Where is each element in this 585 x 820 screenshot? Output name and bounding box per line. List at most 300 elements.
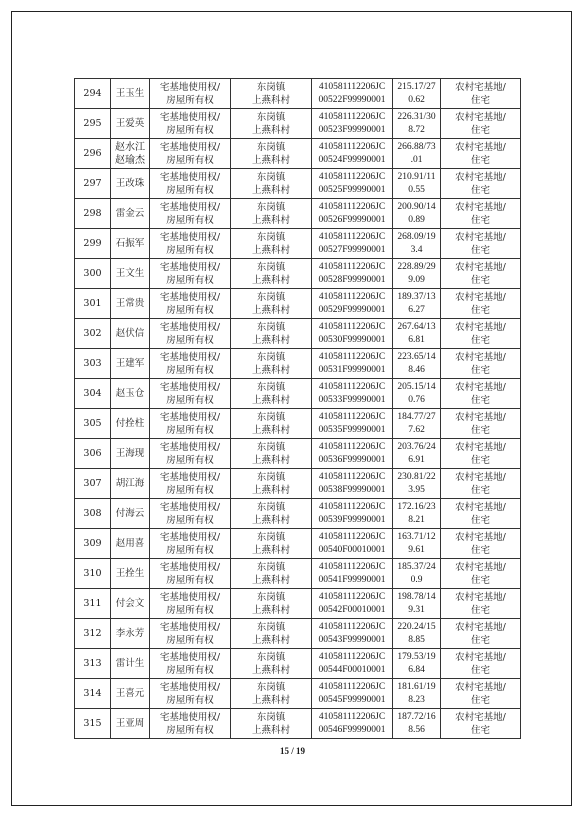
land-use-cell [441, 589, 521, 619]
land-use-cell [441, 649, 521, 679]
owner-name-cell: 王爱英 [111, 109, 150, 139]
area-cell-line: 0.89 [408, 214, 425, 225]
land-use-cell-line: 农村宅基地/ [455, 201, 506, 213]
land-use-cell-line: 住宅 [470, 304, 490, 316]
area-cell-line: 6.91 [408, 454, 425, 465]
page-number: 15 / 19 [279, 746, 305, 756]
parcel-code-cell-line: 410581112206JC [318, 381, 386, 392]
right-type-cell [150, 199, 231, 229]
table-row [75, 439, 521, 469]
parcel-code-cell [312, 289, 393, 319]
location-cell-line: 东岗镇 [256, 471, 286, 483]
owner-name-cell: 付会文 [111, 589, 150, 619]
parcel-code-cell-line: 00545F99990001 [318, 694, 386, 705]
owner-name-cell: 赵玉仓 [111, 379, 150, 409]
parcel-code-cell [312, 349, 393, 379]
land-use-cell-line: 农村宅基地/ [455, 141, 506, 153]
parcel-code-cell-line: 00528F99990001 [318, 274, 386, 285]
location-cell [231, 529, 312, 559]
row-number-cell: 302 [75, 319, 111, 349]
area-cell [393, 589, 441, 619]
area-cell-line: 163.71/12 [397, 531, 436, 542]
area-cell-line: 0.9 [410, 574, 423, 585]
parcel-code-cell [312, 109, 393, 139]
parcel-code-cell-line: 410581112206JC [318, 321, 386, 332]
parcel-code-cell-line: 00541F99990001 [318, 574, 386, 585]
land-use-cell [441, 409, 521, 439]
land-use-cell-line: 农村宅基地/ [455, 261, 506, 273]
location-cell-line: 东岗镇 [256, 651, 286, 663]
land-use-cell [441, 679, 521, 709]
parcel-code-cell-line: 410581112206JC [318, 291, 386, 302]
parcel-code-cell [312, 259, 393, 289]
right-type-cell-line: 宅基地使用权/ [159, 591, 221, 603]
land-use-cell-line: 住宅 [470, 154, 490, 166]
land-use-cell [441, 439, 521, 469]
owner-name-cell: 付海云 [111, 499, 150, 529]
right-type-cell [150, 409, 231, 439]
parcel-code-cell-line: 00523F99990001 [318, 124, 386, 135]
land-use-cell-line: 住宅 [470, 574, 490, 586]
area-cell [393, 199, 441, 229]
area-cell-line: 0.62 [408, 94, 425, 105]
row-number-cell: 303 [75, 349, 111, 379]
land-use-cell-line: 住宅 [470, 724, 490, 736]
right-type-cell [150, 319, 231, 349]
right-type-cell-line: 宅基地使用权/ [159, 651, 221, 663]
right-type-cell [150, 589, 231, 619]
location-cell [231, 679, 312, 709]
location-cell-line: 东岗镇 [256, 501, 286, 513]
right-type-cell-line: 宅基地使用权/ [159, 111, 221, 123]
row-number-cell: 294 [75, 79, 111, 109]
right-type-cell [150, 169, 231, 199]
land-use-cell [441, 169, 521, 199]
row-number-cell: 306 [75, 439, 111, 469]
land-use-cell [441, 289, 521, 319]
table-row [75, 79, 521, 109]
location-cell [231, 319, 312, 349]
area-cell-line: 8.23 [408, 694, 425, 705]
right-type-cell-line: 宅基地使用权/ [159, 81, 221, 93]
area-cell-line: 9.31 [408, 604, 425, 615]
table-row [75, 349, 521, 379]
land-use-cell-line: 住宅 [470, 514, 490, 526]
right-type-cell [150, 379, 231, 409]
table-row [75, 379, 521, 409]
area-cell-line: 8.56 [408, 724, 425, 735]
right-type-cell-line: 房屋所有权 [166, 394, 214, 406]
land-use-cell [441, 709, 521, 739]
parcel-code-cell-line: 00546F99990001 [318, 724, 386, 735]
area-cell-line: 3.4 [410, 244, 423, 255]
parcel-code-cell-line: 410581112206JC [318, 681, 386, 692]
owner-name-cell: 王改珠 [111, 169, 150, 199]
right-type-cell-line: 宅基地使用权/ [159, 291, 221, 303]
location-cell-line: 上燕科村 [251, 274, 290, 286]
land-use-cell [441, 139, 521, 169]
owner-name-cell: 王拴生 [111, 559, 150, 589]
right-type-cell-line: 房屋所有权 [166, 574, 214, 586]
parcel-code-cell-line: 00539F99990001 [318, 514, 386, 525]
owner-name-cell: 赵伏信 [111, 319, 150, 349]
land-use-cell-line: 农村宅基地/ [455, 171, 506, 183]
table-row [75, 559, 521, 589]
land-use-cell-line: 农村宅基地/ [455, 501, 506, 513]
land-use-cell-line: 农村宅基地/ [455, 381, 506, 393]
location-cell-line: 上燕科村 [251, 454, 290, 466]
area-cell [393, 439, 441, 469]
parcel-code-cell-line: 00540F00010001 [318, 544, 386, 555]
land-use-cell-line: 农村宅基地/ [455, 711, 506, 723]
right-type-cell [150, 619, 231, 649]
land-use-cell [441, 259, 521, 289]
land-use-cell [441, 559, 521, 589]
table-row [75, 709, 521, 739]
area-cell [393, 79, 441, 109]
right-type-cell-line: 宅基地使用权/ [159, 621, 221, 633]
location-cell [231, 559, 312, 589]
location-cell [231, 709, 312, 739]
location-cell-line: 上燕科村 [251, 124, 290, 136]
right-type-cell-line: 房屋所有权 [166, 154, 214, 166]
area-cell-line: 215.17/27 [397, 81, 436, 92]
parcel-code-cell [312, 319, 393, 349]
table-row [75, 679, 521, 709]
area-cell [393, 649, 441, 679]
parcel-code-cell-line: 00525F99990001 [318, 184, 386, 195]
location-cell [231, 109, 312, 139]
location-cell-line: 东岗镇 [256, 621, 286, 633]
location-cell [231, 619, 312, 649]
land-use-cell-line: 住宅 [470, 694, 490, 706]
owner-name-cell: 王常贵 [111, 289, 150, 319]
location-cell-line: 上燕科村 [251, 634, 290, 646]
parcel-code-cell-line: 00531F99990001 [318, 364, 386, 375]
parcel-code-cell-line: 410581112206JC [318, 411, 386, 422]
parcel-code-cell-line: 410581112206JC [318, 561, 386, 572]
table-row [75, 589, 521, 619]
area-cell-line: 172.16/23 [397, 501, 436, 512]
land-use-cell [441, 229, 521, 259]
parcel-code-cell-line: 410581112206JC [318, 591, 386, 602]
right-type-cell-line: 房屋所有权 [166, 514, 214, 526]
area-cell-line: 3.95 [408, 484, 425, 495]
parcel-code-cell-line: 410581112206JC [318, 621, 386, 632]
land-use-cell [441, 319, 521, 349]
land-use-cell-line: 住宅 [470, 394, 490, 406]
right-type-cell-line: 房屋所有权 [166, 364, 214, 376]
location-cell-line: 上燕科村 [251, 304, 290, 316]
owner-name-cell: 王文生 [111, 259, 150, 289]
parcel-code-cell-line: 00536F99990001 [318, 454, 386, 465]
right-type-cell-line: 宅基地使用权/ [159, 471, 221, 483]
land-use-cell-line: 住宅 [470, 664, 490, 676]
land-use-cell-line: 农村宅基地/ [455, 471, 506, 483]
area-cell [393, 679, 441, 709]
land-use-cell-line: 住宅 [470, 544, 490, 556]
land-use-cell-line: 住宅 [470, 274, 490, 286]
area-cell-line: 226.31/30 [397, 111, 436, 122]
table-row [75, 469, 521, 499]
area-cell [393, 259, 441, 289]
parcel-code-cell-line: 410581112206JC [318, 111, 386, 122]
location-cell-line: 东岗镇 [256, 531, 286, 543]
land-use-cell-line: 农村宅基地/ [455, 591, 506, 603]
owner-name-cell: 王亚周 [111, 709, 150, 739]
land-use-cell-line: 农村宅基地/ [455, 561, 506, 573]
area-cell-line: 203.76/24 [397, 441, 436, 452]
land-use-cell [441, 379, 521, 409]
right-type-cell-line: 房屋所有权 [166, 94, 214, 106]
location-cell-line: 上燕科村 [251, 664, 290, 676]
location-cell-line: 东岗镇 [256, 261, 286, 273]
right-type-cell [150, 259, 231, 289]
right-type-cell-line: 房屋所有权 [166, 214, 214, 226]
land-use-cell [441, 619, 521, 649]
area-cell [393, 529, 441, 559]
location-cell-line: 东岗镇 [256, 561, 286, 573]
right-type-cell-line: 宅基地使用权/ [159, 681, 221, 693]
land-use-cell-line: 农村宅基地/ [455, 531, 506, 543]
right-type-cell-line: 宅基地使用权/ [159, 261, 221, 273]
land-use-cell [441, 529, 521, 559]
area-cell-line: 9.61 [408, 544, 425, 555]
right-type-cell [150, 139, 231, 169]
area-cell-line: 205.15/14 [397, 381, 436, 392]
right-type-cell-line: 宅基地使用权/ [159, 441, 221, 453]
right-type-cell [150, 499, 231, 529]
area-cell [393, 289, 441, 319]
right-type-cell-line: 宅基地使用权/ [159, 171, 221, 183]
location-cell-line: 上燕科村 [251, 214, 290, 226]
row-number-cell: 315 [75, 709, 111, 739]
land-use-cell-line: 住宅 [470, 364, 490, 376]
parcel-code-cell [312, 709, 393, 739]
land-use-cell-line: 住宅 [470, 484, 490, 496]
land-use-cell-line: 农村宅基地/ [455, 441, 506, 453]
location-cell-line: 上燕科村 [251, 364, 290, 376]
right-type-cell-line: 房屋所有权 [166, 454, 214, 466]
owner-name-cell: 王喜元 [111, 679, 150, 709]
table-row [75, 199, 521, 229]
location-cell [231, 379, 312, 409]
parcel-code-cell-line: 00522F99990001 [318, 94, 386, 105]
area-cell-line: 7.62 [408, 424, 425, 435]
location-cell-line: 上燕科村 [251, 484, 290, 496]
right-type-cell [150, 109, 231, 139]
right-type-cell [150, 289, 231, 319]
right-type-cell-line: 宅基地使用权/ [159, 711, 221, 723]
land-use-cell-line: 住宅 [470, 94, 490, 106]
parcel-code-cell-line: 410581112206JC [318, 651, 386, 662]
right-type-cell-line: 房屋所有权 [166, 484, 214, 496]
row-number-cell: 301 [75, 289, 111, 319]
parcel-code-cell [312, 619, 393, 649]
owner-name-cell: 胡江海 [111, 469, 150, 499]
row-number-cell: 304 [75, 379, 111, 409]
land-use-cell-line: 农村宅基地/ [455, 321, 506, 333]
area-cell-line: 8.21 [408, 514, 425, 525]
table-row [75, 169, 521, 199]
location-cell [231, 499, 312, 529]
parcel-code-cell [312, 559, 393, 589]
table-row [75, 289, 521, 319]
location-cell-line: 东岗镇 [256, 351, 286, 363]
land-use-cell [441, 499, 521, 529]
location-cell [231, 589, 312, 619]
parcel-code-cell-line: 410581112206JC [318, 441, 386, 452]
right-type-cell [150, 229, 231, 259]
location-cell-line: 东岗镇 [256, 381, 286, 393]
row-number-cell: 305 [75, 409, 111, 439]
right-type-cell-line: 房屋所有权 [166, 424, 214, 436]
location-cell-line: 东岗镇 [256, 411, 286, 423]
owner-name-cell: 王海现 [111, 439, 150, 469]
parcel-code-cell-line: 00529F99990001 [318, 304, 386, 315]
land-use-cell [441, 199, 521, 229]
parcel-code-cell [312, 649, 393, 679]
location-cell-line: 上燕科村 [251, 724, 290, 736]
location-cell-line: 上燕科村 [251, 334, 290, 346]
parcel-code-cell [312, 529, 393, 559]
area-cell [393, 319, 441, 349]
location-cell-line: 上燕科村 [251, 244, 290, 256]
owner-name-cell: 赵水江 赵瑜杰 [111, 139, 150, 169]
right-type-cell-line: 房屋所有权 [166, 604, 214, 616]
location-cell [231, 139, 312, 169]
location-cell-line: 东岗镇 [256, 141, 286, 153]
area-cell-line: 189.37/13 [397, 291, 436, 302]
parcel-code-cell [312, 229, 393, 259]
right-type-cell-line: 房屋所有权 [166, 724, 214, 736]
parcel-code-cell-line: 00526F99990001 [318, 214, 386, 225]
area-cell [393, 469, 441, 499]
parcel-code-cell-line: 00543F99990001 [318, 634, 386, 645]
land-use-cell-line: 住宅 [470, 634, 490, 646]
location-cell [231, 259, 312, 289]
parcel-code-cell [312, 169, 393, 199]
parcel-code-cell-line: 410581112206JC [318, 471, 386, 482]
location-cell-line: 上燕科村 [251, 184, 290, 196]
location-cell-line: 东岗镇 [256, 711, 286, 723]
land-use-cell-line: 住宅 [470, 334, 490, 346]
location-cell [231, 409, 312, 439]
location-cell [231, 169, 312, 199]
row-number-cell: 307 [75, 469, 111, 499]
area-cell-line: 6.27 [408, 304, 425, 315]
table-row [75, 529, 521, 559]
parcel-code-cell-line: 410581112206JC [318, 171, 386, 182]
area-cell [393, 559, 441, 589]
right-type-cell-line: 房屋所有权 [166, 244, 214, 256]
right-type-cell [150, 649, 231, 679]
right-type-cell-line: 宅基地使用权/ [159, 351, 221, 363]
area-cell [393, 139, 441, 169]
parcel-code-cell [312, 139, 393, 169]
area-cell [393, 409, 441, 439]
area-cell-line: 0.55 [408, 184, 425, 195]
owner-name-cell: 石振军 [111, 229, 150, 259]
location-cell-line: 东岗镇 [256, 201, 286, 213]
right-type-cell-line: 房屋所有权 [166, 184, 214, 196]
parcel-code-cell-line: 00542F00010001 [318, 604, 386, 615]
land-use-cell-line: 农村宅基地/ [455, 351, 506, 363]
right-type-cell-line: 房屋所有权 [166, 304, 214, 316]
owner-name-cell: 雷金云 [111, 199, 150, 229]
table-row [75, 409, 521, 439]
row-number-cell: 314 [75, 679, 111, 709]
registry-table-body [75, 79, 521, 739]
right-type-cell-line: 宅基地使用权/ [159, 201, 221, 213]
parcel-code-cell-line: 410581112206JC [318, 711, 386, 722]
location-cell [231, 199, 312, 229]
land-use-cell-line: 农村宅基地/ [455, 81, 506, 93]
location-cell-line: 上燕科村 [251, 154, 290, 166]
area-cell-line: 6.81 [408, 334, 425, 345]
area-cell-line: 210.91/11 [397, 171, 436, 182]
land-use-cell-line: 住宅 [470, 604, 490, 616]
location-cell [231, 649, 312, 679]
right-type-cell [150, 709, 231, 739]
parcel-code-cell [312, 409, 393, 439]
parcel-code-cell-line: 00544F00010001 [318, 664, 386, 675]
parcel-code-cell-line: 00527F99990001 [318, 244, 386, 255]
registry-table [74, 78, 521, 739]
area-cell [393, 349, 441, 379]
parcel-code-cell-line: 00530F99990001 [318, 334, 386, 345]
area-cell [393, 619, 441, 649]
right-type-cell [150, 559, 231, 589]
area-cell [393, 109, 441, 139]
parcel-code-cell [312, 499, 393, 529]
location-cell-line: 上燕科村 [251, 544, 290, 556]
location-cell [231, 229, 312, 259]
land-use-cell-line: 农村宅基地/ [455, 291, 506, 303]
parcel-code-cell-line: 410581112206JC [318, 261, 386, 272]
table-row [75, 139, 521, 169]
parcel-code-cell-line: 00535F99990001 [318, 424, 386, 435]
area-cell-line: 6.84 [408, 664, 425, 675]
right-type-cell-line: 宅基地使用权/ [159, 321, 221, 333]
area-cell-line: 200.90/14 [397, 201, 436, 212]
area-cell-line: 223.65/14 [397, 351, 436, 362]
table-row [75, 499, 521, 529]
table-row [75, 109, 521, 139]
land-use-cell-line: 住宅 [470, 454, 490, 466]
location-cell-line: 上燕科村 [251, 394, 290, 406]
parcel-code-cell [312, 79, 393, 109]
land-use-cell-line: 住宅 [470, 424, 490, 436]
parcel-code-cell-line: 00538F99990001 [318, 484, 386, 495]
parcel-code-cell [312, 439, 393, 469]
area-cell-line: 0.76 [408, 394, 425, 405]
owner-name-cell: 付拴柱 [111, 409, 150, 439]
right-type-cell-line: 房屋所有权 [166, 334, 214, 346]
land-use-cell-line: 住宅 [470, 184, 490, 196]
table-row [75, 619, 521, 649]
row-number-cell: 313 [75, 649, 111, 679]
parcel-code-cell [312, 199, 393, 229]
location-cell-line: 上燕科村 [251, 694, 290, 706]
table-row [75, 229, 521, 259]
area-cell-line: 179.53/19 [397, 651, 436, 662]
land-use-cell [441, 349, 521, 379]
right-type-cell-line: 宅基地使用权/ [159, 561, 221, 573]
parcel-code-cell-line: 00524F99990001 [318, 154, 386, 165]
area-cell-line: 198.78/14 [397, 591, 436, 602]
land-use-cell-line: 农村宅基地/ [455, 621, 506, 633]
